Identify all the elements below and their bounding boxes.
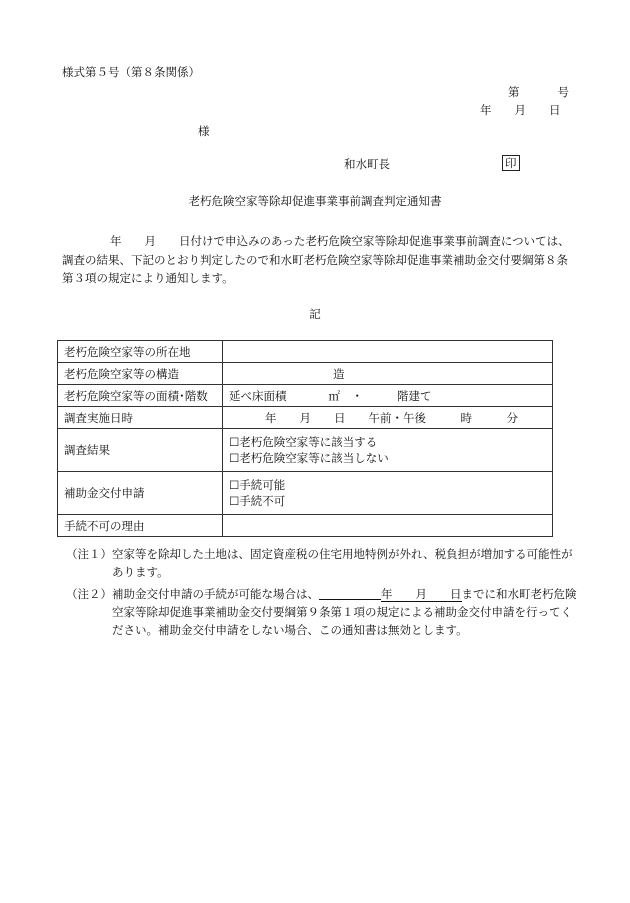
location-label: 老朽危険空家等の所在地 <box>58 341 223 363</box>
table-row <box>58 407 553 429</box>
area-unit: ㎡ ・ <box>328 388 363 403</box>
area-prefix: 延べ床面積 <box>229 388 287 403</box>
ki-heading: 記 <box>309 307 321 321</box>
area-label: 老朽危険空家等の面積･階数 <box>58 385 223 407</box>
note-1 <box>62 545 582 581</box>
document-title: 老朽危険空家等除却促進事業事前調査判定通知書 <box>188 194 442 208</box>
document-number-prefix: 第 <box>508 85 520 99</box>
structure-value <box>223 363 553 385</box>
form-number: 様式第５号（第８条関係） <box>62 65 200 79</box>
reason-value <box>223 515 553 537</box>
reason-label: 手続不可の理由 <box>58 515 223 537</box>
table-row <box>58 515 553 537</box>
result-option-not-applicable[interactable]: ☐老朽危険空家等に該当しない <box>229 451 389 465</box>
note-1-text: 空家等を除却した土地は、固定資産税の住宅用地特例が外れ、税負担が増加する可能性があります。 <box>112 547 573 579</box>
result-option-applicable[interactable]: ☐老朽危険空家等に該当する <box>229 435 378 449</box>
issuer-name: 和水町長 <box>344 157 390 171</box>
structure-suffix: 造 <box>333 366 345 381</box>
note-2-date: 年 月 日 <box>381 587 462 601</box>
document-number <box>508 84 569 100</box>
result-options <box>223 429 553 472</box>
table-row <box>58 429 553 472</box>
body-text: 年 月 日付けで申込みのあった老朽危険空家等除却促進事業事前調査については、調査の結果、下記のとおり判定したので和水町老朽危険空家等除却促進事業補助金交付要綱第８条第３項の規定により通知します。 <box>62 234 570 285</box>
subsidy-label: 補助金交付申請 <box>58 472 223 515</box>
subsidy-options <box>223 472 553 515</box>
subsidy-option-impossible[interactable]: ☐手続不可 <box>229 494 286 508</box>
notes-section <box>62 545 582 639</box>
note-2-tag: （注２） <box>66 587 112 601</box>
body-paragraph <box>62 232 572 288</box>
survey-date-value <box>223 407 553 429</box>
subsidy-option-possible[interactable]: ☐手続可能 <box>229 478 286 492</box>
note-2-after: までに和水町老朽危険空家等除却促進事業補助金交付要綱第９条第１項の規定による補助金交付申請を行ってください。補助金交付申請をしない場合、この通知書は無効とします。 <box>112 587 577 637</box>
table-row <box>58 385 553 407</box>
issue-date: 年 月 日 <box>480 103 561 117</box>
table-row <box>58 341 553 363</box>
area-value <box>223 385 553 407</box>
table-row <box>58 363 553 385</box>
note-2-before: 補助金交付申請の手続が可能な場合は、 <box>112 587 319 601</box>
deadline-blank <box>319 587 381 600</box>
table-row <box>58 472 553 515</box>
detail-table <box>57 340 553 537</box>
recipient-suffix: 様 <box>198 124 210 138</box>
result-label: 調査結果 <box>58 429 223 472</box>
floors-suffix: 階建て <box>397 388 432 403</box>
survey-date-text: 年 月 日 午前・午後 時 分 <box>265 410 518 425</box>
document-number-suffix: 号 <box>557 85 569 99</box>
note-1-tag: （注１） <box>66 547 112 561</box>
structure-label: 老朽危険空家等の構造 <box>58 363 223 385</box>
survey-date-label: 調査実施日時 <box>58 407 223 429</box>
seal-box: 印 <box>502 155 520 171</box>
location-value <box>223 341 553 363</box>
note-2 <box>62 585 582 639</box>
